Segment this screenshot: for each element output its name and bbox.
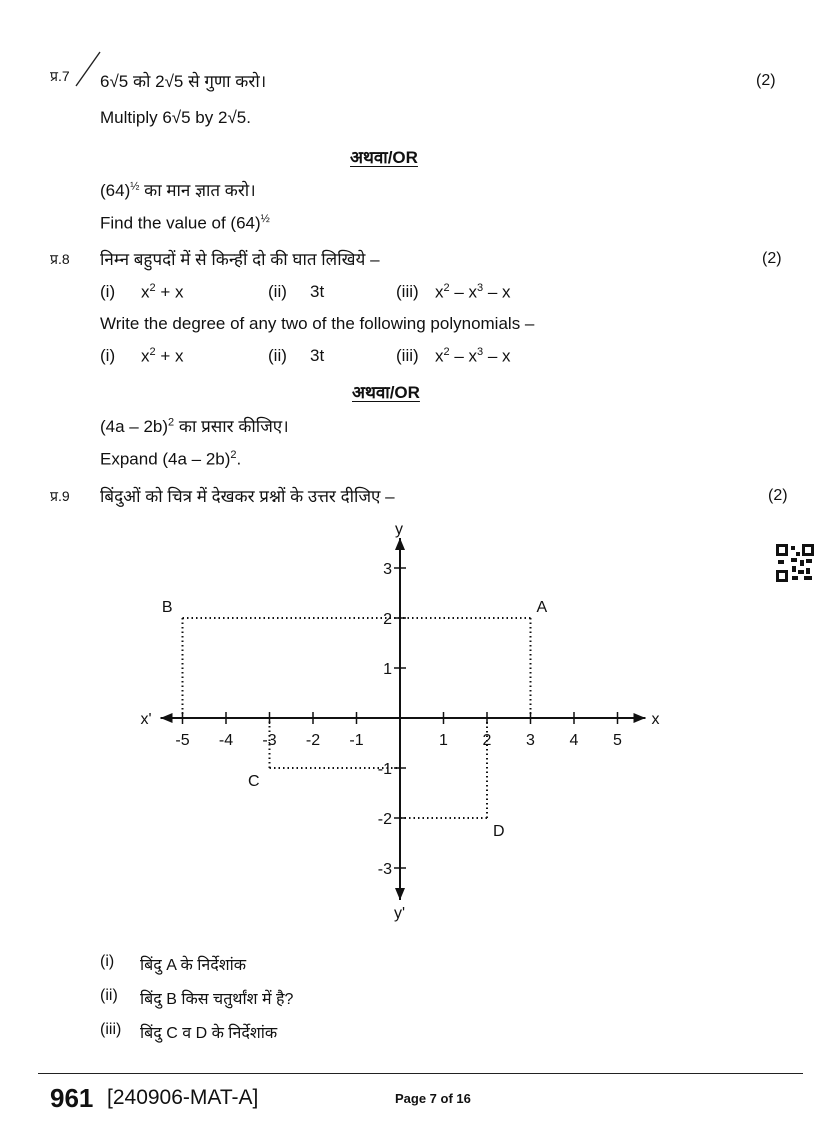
footer-code: 961 xyxy=(50,1083,94,1113)
q8-en-opt3-label: (iii) xyxy=(396,346,419,365)
q8-en-opt3-rest: – x xyxy=(483,346,511,366)
point-label-b: B xyxy=(161,599,173,616)
q9-part2-label: (ii) xyxy=(100,987,118,1004)
q9-part2-text: बिंदु B किस चतुर्थांश में है? xyxy=(140,991,294,1008)
q7-alt-hindi-exp: ½ xyxy=(130,180,140,193)
x-axis-label-negative: x' xyxy=(140,711,152,728)
q9-number: प्र.9 xyxy=(50,488,70,504)
q8-marks: (2) xyxy=(762,250,782,267)
q7-alt-hindi-base: (64) xyxy=(100,181,131,200)
point-labels xyxy=(162,599,548,840)
x-tick-label: 1 xyxy=(439,732,448,749)
q8-en-opt1-base: x xyxy=(141,346,150,366)
x-axis-arrow-right-icon xyxy=(634,713,646,723)
q8-opt2-expr: 3t xyxy=(310,282,325,301)
x-tick-label: -2 xyxy=(305,732,321,749)
q8-en-opt2-expr: 3t xyxy=(310,346,325,365)
q8-opt3-base: x xyxy=(435,282,444,302)
q9-marks: (2) xyxy=(768,487,788,504)
q7-alt-english-exp: ½ xyxy=(260,213,270,225)
q7-hindi-text: 6√5 को 2√5 से गुणा करो। xyxy=(100,72,267,91)
q7-marks: (2) xyxy=(756,72,776,89)
q8-en-opt1-exp: 2 xyxy=(149,346,156,358)
x-axis-arrow-left-icon xyxy=(161,713,173,723)
x-tick-label: 4 xyxy=(569,732,579,749)
x-tick-label: -3 xyxy=(262,732,277,749)
footer-paper-id: [240906-MAT-A] xyxy=(107,1086,259,1109)
q9-hindi-text: बिंदुओं को चित्र में देखकर प्रश्नों के उत्तर दीजिए – xyxy=(100,487,395,506)
q7-english-text: Multiply 6√5 by 2√5. xyxy=(100,108,251,127)
y-tick-label: -2 xyxy=(377,811,392,828)
q9-part1-text: बिंदु A के निर्देशांक xyxy=(140,957,247,974)
q9-part1-label: (i) xyxy=(100,953,115,970)
q8-en-opt3-base: x xyxy=(435,346,444,366)
q8-opt1-exp: 2 xyxy=(149,282,156,294)
point-label-a: A xyxy=(536,599,548,616)
q8-en-opt3-exp: 2 xyxy=(443,346,450,358)
q8-number: प्र.8 xyxy=(50,251,70,267)
q9-part3-text: बिंदु C व D के निर्देशांक xyxy=(140,1025,278,1042)
point-label-c: C xyxy=(247,773,260,790)
x-tick-label: 2 xyxy=(482,732,492,749)
q7-or-label: अथवा/OR xyxy=(350,148,418,167)
q8-opt1-base: x xyxy=(141,282,150,302)
y-tick-label: 2 xyxy=(383,611,392,628)
q8-opt2-label: (ii) xyxy=(268,282,287,301)
q8-english-text: Write the degree of any two of the following polynomials – xyxy=(100,314,535,333)
q8-opt1-rest: + x xyxy=(155,282,184,302)
q8-opt1-label: (i) xyxy=(100,282,116,301)
q8-en-opt3-exp2: 3 xyxy=(477,346,484,358)
y-tick-label: -1 xyxy=(377,761,392,778)
x-tick-label: 3 xyxy=(526,732,535,749)
q7-alt-hindi-rest: का मान ज्ञात करो। xyxy=(144,181,256,200)
q8-alt-hindi-exp: 2 xyxy=(168,416,175,429)
footer-rule xyxy=(38,1073,803,1074)
q8-alt-english-rest: . xyxy=(236,449,242,469)
y-tick-label: 1 xyxy=(383,661,392,678)
q8-alt-english-exp: 2 xyxy=(230,449,237,461)
x-axis-label-positive: x xyxy=(651,711,660,728)
y-axis-label-negative: y' xyxy=(394,905,406,922)
y-axis-arrow-up-icon xyxy=(395,538,405,550)
q8-en-opt1-label: (i) xyxy=(100,346,116,365)
x-tick-label: -5 xyxy=(175,732,190,749)
q8-opt3-exp2: 3 xyxy=(477,282,484,294)
q8-hindi-text: निम्न बहुपदों में से किन्हीं दो की घात लिखिये – xyxy=(100,250,380,269)
q9-part3-label: (iii) xyxy=(100,1021,122,1038)
q8-alt-hindi-base: (4a – 2b) xyxy=(100,417,169,436)
q8-or-label: अथवा/OR xyxy=(352,383,420,402)
y-axis-label-positive: y xyxy=(395,521,403,538)
point-label-d: D xyxy=(493,823,505,840)
q8-alt-hindi-rest: का प्रसार कीजिए। xyxy=(178,417,289,436)
q7-number: प्र.7 xyxy=(50,68,70,84)
footer-page-number: Page 7 of 16 xyxy=(395,1091,471,1106)
q8-en-opt3-mid: – x xyxy=(449,346,478,366)
q8-en-opt1-rest: + x xyxy=(155,346,184,366)
q8-alt-english-base: Expand (4a – 2b) xyxy=(100,449,231,469)
q8-opt3-exp: 2 xyxy=(443,282,450,294)
q8-en-opt2-label: (ii) xyxy=(268,346,287,365)
y-tick-label: 3 xyxy=(383,561,392,578)
y-tick-label: -3 xyxy=(377,861,392,878)
y-axis-arrow-down-icon xyxy=(395,888,405,900)
x-tick-label: -4 xyxy=(218,732,234,749)
x-tick-label: 5 xyxy=(613,732,622,749)
q8-opt3-label: (iii) xyxy=(396,282,419,301)
q8-opt3-mid: – x xyxy=(449,282,478,302)
axes xyxy=(161,538,646,900)
q8-opt3-rest: – x xyxy=(483,282,511,302)
x-tick-label: -1 xyxy=(349,732,364,749)
q7-alt-english-base: Find the value of (64) xyxy=(100,213,261,233)
